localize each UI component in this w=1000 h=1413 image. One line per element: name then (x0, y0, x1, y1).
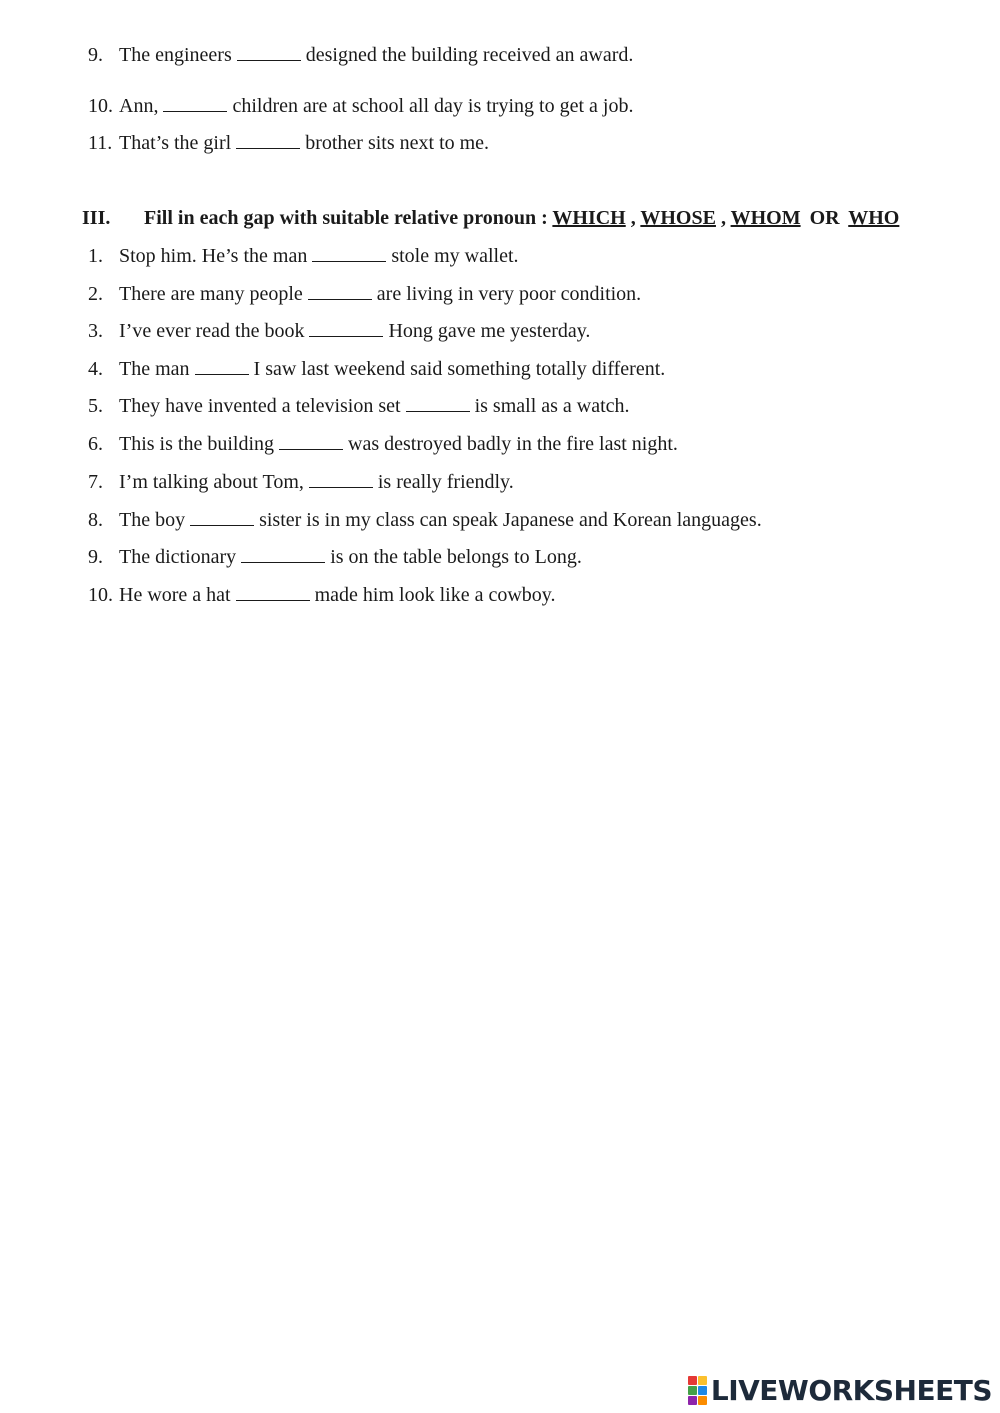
answer-blank[interactable] (237, 42, 301, 61)
logo-block (698, 1386, 707, 1395)
question-text-after: stole my wallet. (391, 245, 519, 267)
question-text-before: That’s the girl (119, 132, 232, 154)
option-separator: , (630, 207, 636, 229)
question-text-before: This is the building (119, 433, 274, 455)
section-number: III. (82, 207, 111, 229)
question-text-before: I’ve ever read the book (119, 320, 305, 342)
question-1 (88, 243, 519, 268)
question-7 (88, 469, 514, 494)
answer-blank[interactable] (190, 507, 254, 526)
question-prev-11 (88, 130, 489, 155)
question-text-after: made him look like a cowboy. (314, 584, 556, 606)
answer-blank[interactable] (236, 582, 310, 601)
question-text-after: is on the table belongs to Long. (330, 546, 582, 568)
question-number: 4. (88, 358, 103, 380)
answer-blank[interactable] (312, 243, 386, 262)
option-separator: , (720, 207, 726, 229)
logo-block (688, 1396, 697, 1405)
question-number: 10. (88, 95, 113, 117)
question-text-before: Stop him. He’s the man (119, 245, 308, 267)
question-number: 6. (88, 433, 103, 455)
question-5 (88, 393, 630, 418)
question-text-before: The man (119, 358, 190, 380)
question-number: 3. (88, 320, 103, 342)
option-or: OR (809, 207, 840, 229)
logo-text: LIVEWORKSHEETS (710, 1373, 992, 1407)
answer-blank[interactable] (309, 318, 383, 337)
option-whom: WHOM (730, 207, 801, 229)
question-number: 10. (88, 584, 113, 606)
question-text-after: designed the building received an award. (305, 44, 634, 66)
question-text-after: was destroyed badly in the fire last night. (348, 433, 678, 455)
question-number: 11. (88, 132, 113, 154)
question-number: 5. (88, 395, 103, 417)
question-text-before: They have invented a television set (119, 395, 401, 417)
answer-blank[interactable] (163, 93, 227, 112)
option-which: WHICH (552, 207, 626, 229)
question-number: 8. (88, 509, 103, 531)
section-instruction: Fill in each gap with suitable relative pronoun : (144, 207, 548, 229)
question-prev-9 (88, 42, 633, 67)
logo-block (698, 1396, 707, 1405)
question-9 (88, 544, 582, 569)
answer-blank[interactable] (236, 130, 300, 149)
question-number: 1. (88, 245, 103, 267)
question-prev-10 (88, 93, 633, 118)
answer-blank[interactable] (309, 469, 373, 488)
question-text-before: The dictionary (119, 546, 237, 568)
section-heading (82, 205, 899, 231)
answer-blank[interactable] (308, 281, 372, 300)
logo-block (688, 1386, 697, 1395)
question-text-before: I’m talking about Tom, (119, 471, 304, 493)
answer-blank[interactable] (279, 431, 343, 450)
question-text-after: I saw last weekend said something totally different. (253, 358, 666, 380)
question-text-after: Hong gave me yesterday. (388, 320, 591, 342)
question-text-after: are living in very poor condition. (376, 283, 642, 305)
question-text-before: The engineers (119, 44, 232, 66)
question-number: 9. (88, 44, 103, 66)
question-number: 2. (88, 283, 103, 305)
logo-mark-icon (688, 1376, 707, 1405)
question-6 (88, 431, 678, 456)
answer-blank[interactable] (406, 393, 470, 412)
logo-block (688, 1376, 697, 1385)
option-whose: WHOSE (640, 207, 716, 229)
question-text-before: He wore a hat (119, 584, 231, 606)
question-text-before: The boy (119, 509, 186, 531)
question-text-before: Ann, (119, 95, 159, 117)
question-text-after: is small as a watch. (474, 395, 630, 417)
answer-blank[interactable] (241, 544, 325, 563)
question-text-after: brother sits next to me. (305, 132, 490, 154)
option-who: WHO (848, 207, 900, 229)
question-text-after: is really friendly. (377, 471, 514, 493)
question-10 (88, 582, 556, 607)
question-3 (88, 318, 590, 343)
question-text-after: sister is in my class can speak Japanese and Korean languages. (259, 509, 762, 531)
question-number: 9. (88, 546, 103, 568)
liveworksheets-logo (688, 1375, 992, 1405)
logo-block (698, 1376, 707, 1385)
question-number: 7. (88, 471, 103, 493)
question-text-after: children are at school all day is trying to get a job. (232, 95, 634, 117)
answer-blank[interactable] (195, 356, 249, 375)
question-8 (88, 507, 762, 532)
question-text-before: There are many people (119, 283, 303, 305)
question-4 (88, 356, 665, 381)
question-2 (88, 281, 641, 306)
